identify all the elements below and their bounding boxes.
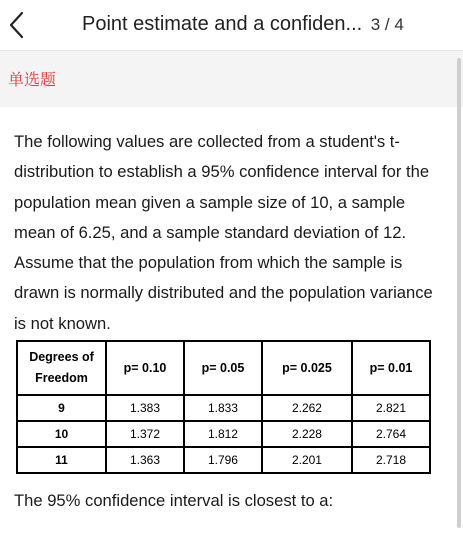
table-cell: 2.764: [352, 421, 430, 447]
table-cell: 1.372: [106, 421, 184, 447]
header-p-010: p= 0.10: [106, 341, 184, 395]
header-p-0025: p= 0.025: [262, 341, 352, 395]
page-title: [82, 13, 404, 36]
question-content: [0, 107, 455, 536]
table-cell: 11: [17, 447, 106, 473]
table-cell: 2.262: [262, 395, 352, 421]
question-text: The following values are collected from a student's t-distribution to establish a 95% confidence interval for the population mean given a sample size of 10, a sample mean of 6.25, and a sample standard deviation of 12. Assume that the population from which the sample is drawn is normally distributed and the population variance is not known.: [14, 132, 433, 333]
table-row: [17, 447, 430, 473]
chevron-left-icon: [6, 10, 28, 40]
table-cell: 1.383: [106, 395, 184, 421]
back-button[interactable]: [6, 10, 28, 40]
answer-prompt: The 95% confidence interval is closest to a:: [14, 491, 334, 510]
table-cell: 2.821: [352, 395, 430, 421]
question-type-bar: [0, 51, 463, 107]
t-distribution-table: [16, 340, 431, 474]
table-header-row: [17, 341, 430, 395]
title-text: Point estimate and a confiden...: [82, 13, 363, 35]
table-cell: 1.833: [184, 395, 262, 421]
table-cell: 1.812: [184, 421, 262, 447]
table-cell: 10: [17, 421, 106, 447]
header-p-005: p= 0.05: [184, 341, 262, 395]
scrollbar[interactable]: [457, 58, 461, 528]
table-cell: 1.796: [184, 447, 262, 473]
table-cell: 2.228: [262, 421, 352, 447]
table-cell: 9: [17, 395, 106, 421]
header-p-001: p= 0.01: [352, 341, 430, 395]
page-counter: 3 / 4: [370, 15, 404, 34]
table-row: [17, 395, 430, 421]
header-degrees-of-freedom: Degrees of Freedom: [17, 341, 106, 395]
table-cell: 2.718: [352, 447, 430, 473]
question-type-label: 单选题: [8, 70, 57, 89]
table-cell: 1.363: [106, 447, 184, 473]
table-row: [17, 421, 430, 447]
top-nav-bar: [0, 0, 463, 51]
table-cell: 2.201: [262, 447, 352, 473]
